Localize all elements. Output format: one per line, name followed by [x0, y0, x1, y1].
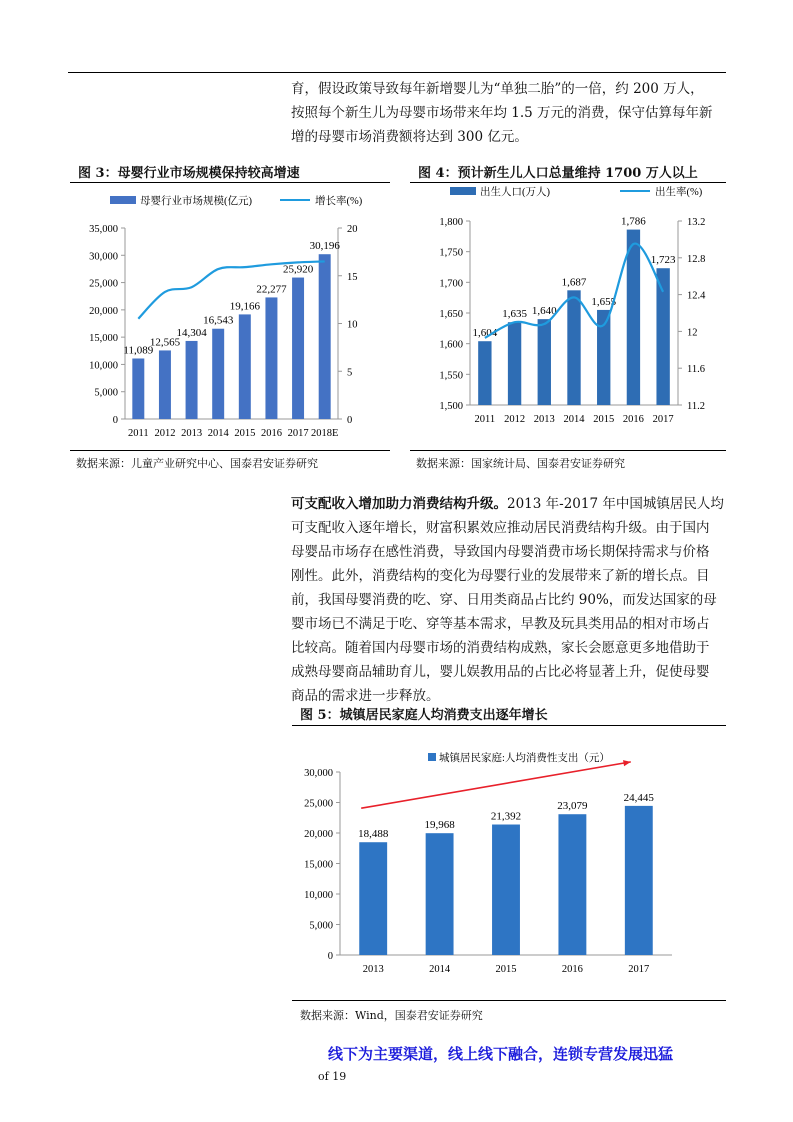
x-tick-label: 2014: [207, 428, 229, 439]
figure-4-bottom-rule: [410, 450, 726, 451]
figure-4-source: 数据来源：国家统计局、国泰君安证券研究: [416, 457, 625, 470]
header-rule: [68, 72, 726, 73]
data-label: 1,635: [502, 308, 527, 321]
figure-3-bottom-rule: [70, 450, 390, 451]
data-label: 1,640: [531, 305, 557, 318]
data-label: 30,196: [309, 240, 340, 253]
y-tick-label: 0: [327, 951, 333, 962]
y2-tick-label: 11.6: [687, 364, 705, 376]
intro-line: 育，假设政策导致每年新增婴儿为“单独二胎”的一倍，约 200 万人，: [291, 81, 704, 97]
y-tick-label: 1,600: [439, 339, 463, 351]
x-tick-label: 2015: [593, 414, 615, 425]
legend-bar-swatch: [428, 753, 436, 761]
legend-bar-label: 城镇居民家庭:人均消费性支出（元）: [439, 753, 610, 764]
y2-tick-label: 11.2: [687, 401, 705, 412]
x-tick-label: 2016: [260, 428, 282, 439]
bar: [538, 319, 551, 405]
y-tick-label: 5,000: [309, 920, 333, 932]
bar: [265, 297, 277, 419]
data-label: 14,304: [176, 326, 207, 339]
figure-4-chart: [410, 183, 726, 445]
y-tick-label: 1,750: [439, 247, 463, 259]
section-line: [291, 492, 726, 516]
bar: [186, 341, 198, 419]
data-label: 25,920: [282, 263, 314, 276]
section-line: 前，我国母婴消费的吃、穿、日用类商品占比约 90%，而发达国家的母: [291, 592, 717, 608]
y-tick-label: 0: [112, 415, 118, 426]
x-tick-label: 2012: [504, 414, 526, 425]
y2-tick-label: 5: [347, 367, 353, 379]
section-line: 婴市场已不满足于吃、穿等基本需求，早教及玩具类用品的相对市场占: [291, 616, 710, 632]
x-tick-label: 2015: [234, 428, 256, 439]
legend-bar-swatch: [110, 196, 136, 204]
data-label: 19,968: [424, 819, 455, 832]
bar: [508, 322, 521, 405]
bar: [239, 314, 251, 419]
x-tick-label: 2011: [128, 428, 149, 439]
data-label: 1,786: [621, 215, 646, 228]
bar: [558, 814, 586, 955]
bar: [656, 268, 669, 405]
bar: [478, 341, 491, 405]
y-tick-label: 1,800: [439, 217, 463, 228]
data-label: 1,655: [591, 295, 617, 308]
section-line: 可支配收入逐年增长，财富积累效应推动居民消费结构升级。由于国内: [291, 520, 710, 536]
data-label: 11,089: [123, 344, 154, 357]
y-tick-label: 1,650: [439, 309, 463, 320]
y-tick-label: 20,000: [89, 305, 118, 317]
trend-arrow-line: [361, 762, 631, 808]
section-lead: 可支配收入增加助力消费结构升级。: [291, 496, 507, 512]
y-tick-label: 10,000: [304, 890, 333, 901]
x-tick-label: 2014: [563, 414, 585, 425]
x-tick-label: 2018E: [310, 428, 339, 439]
figure-3-chart: [70, 183, 390, 445]
y-tick-label: 35,000: [89, 224, 118, 235]
intro-paragraph: [291, 77, 726, 149]
bar: [492, 825, 520, 955]
y-tick-label: 15,000: [304, 859, 333, 871]
y2-tick-label: 0: [347, 415, 353, 426]
figure-5-source: 数据来源：Wind，国泰君安证券研究: [300, 1009, 483, 1022]
figure-5-bottom-rule: [292, 1000, 726, 1001]
y-tick-label: 30,000: [89, 251, 118, 263]
legend-bar-label: 出生人口(万人): [480, 187, 550, 198]
figure-3-title: 图 3：母婴行业市场规模保持较高增速: [78, 166, 300, 181]
x-tick-label: 2012: [154, 428, 176, 439]
y-tick-label: 30,000: [304, 768, 333, 779]
y-tick-label: 1,500: [439, 401, 463, 412]
data-label: 1,687: [561, 276, 587, 289]
data-label: 1,723: [650, 254, 676, 267]
bar: [132, 358, 144, 419]
bar: [359, 842, 387, 955]
data-label: 16,543: [203, 314, 234, 327]
y2-tick-label: 13.2: [687, 217, 706, 228]
x-tick-label: 2013: [533, 414, 555, 425]
data-label: 12,565: [149, 336, 181, 349]
y2-tick-label: 10: [347, 319, 358, 331]
data-label: 1,604: [472, 327, 498, 340]
data-label: 18,488: [358, 828, 389, 841]
y2-tick-label: 20: [347, 224, 358, 235]
figure-5-title-rule: [292, 725, 726, 726]
y-tick-label: 1,700: [439, 278, 463, 290]
trend-arrow-head: [623, 760, 631, 766]
section-line: 刚性。此外，消费结构的变化为母婴行业的发展带来了新的增长点。目: [291, 568, 710, 584]
x-tick-label: 2016: [561, 964, 583, 975]
intro-line: 按照每个新生儿为母婴市场带来年均 1.5 万元的消费，保守估算每年新: [291, 105, 713, 121]
y-tick-label: 10,000: [89, 360, 118, 372]
bar: [292, 278, 304, 419]
y-tick-label: 5,000: [94, 387, 118, 399]
y-tick-label: 25,000: [89, 278, 118, 290]
x-tick-label: 2016: [622, 414, 644, 425]
x-tick-label: 2014: [429, 964, 451, 975]
section-line: 母婴品市场存在感性消费，导致国内母婴消费市场长期保持需求与价格: [291, 544, 710, 560]
x-tick-label: 2017: [628, 964, 650, 975]
figure-3-source: 数据来源：儿童产业研究中心、国泰君安证券研究: [76, 457, 318, 470]
legend-bar-swatch: [450, 187, 476, 195]
y2-tick-label: 12: [687, 327, 698, 339]
data-label: 22,277: [256, 283, 287, 296]
figure-5-title: 图 5：城镇居民家庭人均消费支出逐年增长: [300, 708, 548, 723]
section-paragraph: [291, 492, 726, 708]
bar: [627, 230, 640, 405]
bar: [567, 290, 580, 405]
section-line: 商品的需求进一步释放。: [291, 688, 440, 704]
data-label: 21,392: [490, 810, 522, 823]
next-section-heading: 线下为主要渠道，线上线下融合，连锁专营发展迅猛: [328, 1045, 674, 1063]
x-tick-label: 2013: [181, 428, 203, 439]
x-tick-label: 2017: [652, 414, 674, 425]
x-tick-label: 2017: [287, 428, 309, 439]
section-line: 成熟母婴商品辅助育儿，婴儿娱教用品的占比必将显著上升，促使母婴: [291, 664, 710, 680]
bar: [159, 350, 171, 419]
y2-tick-label: 12.4: [687, 290, 706, 302]
bar: [625, 806, 653, 955]
y2-tick-label: 12.8: [687, 253, 706, 265]
section-line-text: 2013 年-2017 年中国城镇居民人均: [507, 496, 724, 512]
x-tick-label: 2011: [474, 414, 496, 425]
page-footer: of 19: [318, 1070, 347, 1083]
data-label: 19,166: [229, 300, 260, 313]
legend-line-label: 增长率(%): [315, 196, 363, 207]
figure-4-title: 图 4：预计新生儿人口总量维持 1700 万人以上: [418, 166, 698, 181]
legend-line-label: 出生率(%): [655, 187, 703, 198]
y-tick-label: 25,000: [304, 798, 333, 810]
bar: [212, 329, 224, 419]
x-tick-label: 2015: [495, 964, 517, 975]
legend-bar-label: 母婴行业市场规模(亿元): [140, 196, 252, 207]
section-line: 比较高。随着国内母婴市场的消费结构成熟，家长会愿意更多地借助于: [291, 640, 710, 656]
x-tick-label: 2013: [362, 964, 384, 975]
figure-5-chart: [292, 735, 726, 985]
data-label: 24,445: [623, 791, 654, 804]
y-tick-label: 1,550: [439, 370, 463, 382]
y-tick-label: 20,000: [304, 829, 333, 840]
intro-line: 增的母婴市场消费额将达到 300 亿元。: [291, 129, 528, 145]
y2-tick-label: 15: [347, 271, 358, 283]
bar: [319, 254, 331, 419]
data-label: 23,079: [557, 800, 588, 813]
y-tick-label: 15,000: [89, 333, 118, 345]
bar: [426, 833, 454, 955]
